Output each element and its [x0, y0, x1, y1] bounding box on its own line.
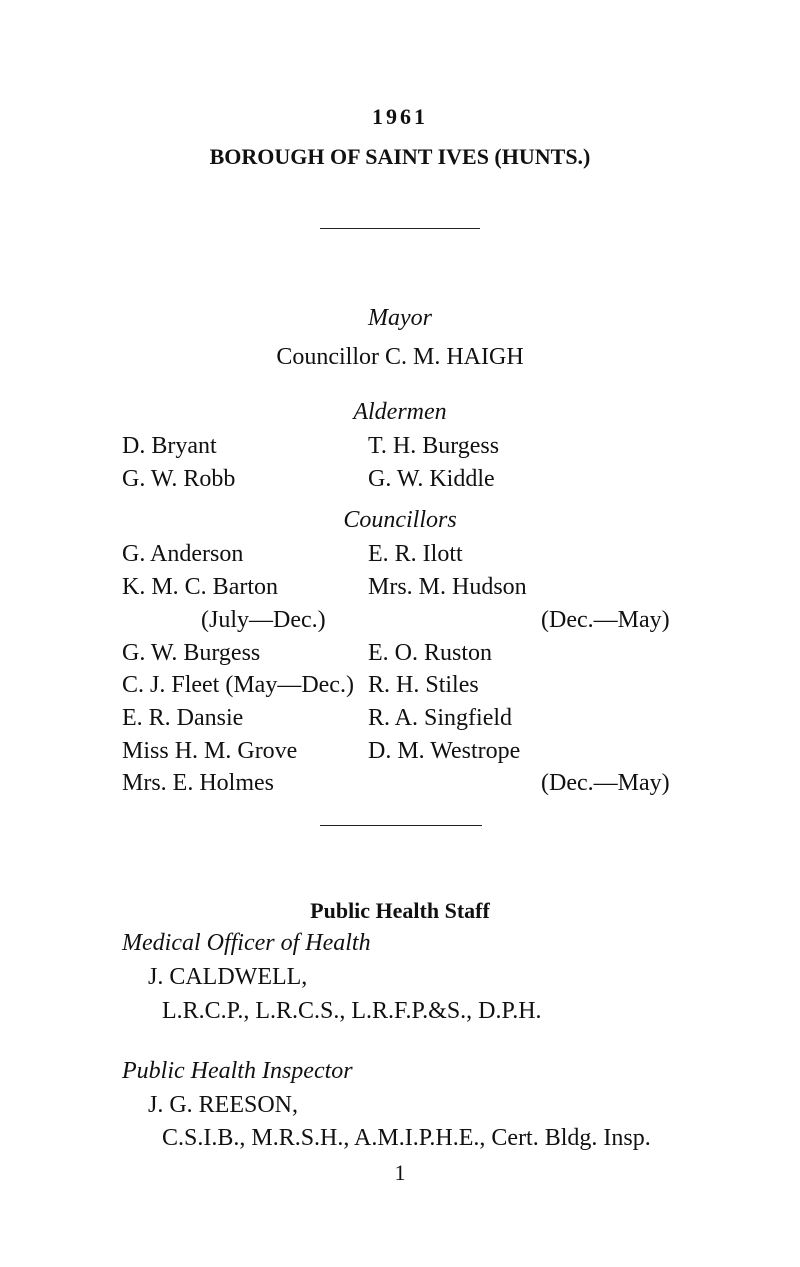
councillor-left-1: G. Anderson — [122, 541, 244, 567]
divider-top — [320, 228, 480, 229]
councillor-left-6: Miss H. M. Grove — [122, 738, 298, 764]
councillor-right-term-1: (Dec.—May) — [541, 607, 670, 633]
councillor-left-7: Mrs. E. Holmes — [122, 770, 274, 796]
councillor-right-5: R. A. Singfield — [368, 705, 513, 731]
alderman-right-1: T. H. Burgess — [368, 433, 500, 459]
phi-role: Public Health Inspector — [122, 1058, 353, 1084]
phi-qualifications: C.S.I.B., M.R.S.H., A.M.I.P.H.E., Cert. Bldg. Insp. — [162, 1125, 651, 1151]
aldermen-heading: Aldermen — [353, 399, 447, 425]
page-number: 1 — [394, 1160, 406, 1185]
moh-role: Medical Officer of Health — [122, 930, 371, 956]
councillor-right-2: Mrs. M. Hudson — [368, 574, 527, 600]
year: 1961 — [372, 104, 428, 129]
councillor-right-4: R. H. Stiles — [368, 672, 479, 698]
mayor-name: Councillor C. M. HAIGH — [276, 344, 524, 370]
moh-qualifications: L.R.C.P., L.R.C.S., L.R.F.P.&S., D.P.H. — [162, 998, 542, 1024]
divider-middle — [320, 825, 482, 826]
staff-heading: Public Health Staff — [310, 898, 490, 923]
councillor-right-term-2: (Dec.—May) — [541, 770, 670, 796]
alderman-left-1: D. Bryant — [122, 433, 217, 459]
moh-name: J. CALDWELL, — [148, 964, 308, 990]
councillor-right-1: E. R. Ilott — [368, 541, 463, 567]
councillor-left-3: G. W. Burgess — [122, 640, 261, 666]
mayor-heading: Mayor — [368, 305, 432, 331]
councillor-right-3: E. O. Ruston — [368, 640, 493, 666]
councillor-left-5: E. R. Dansie — [122, 705, 244, 731]
phi-name: J. G. REESON, — [148, 1092, 299, 1118]
councillor-left-2: K. M. C. Barton — [122, 574, 278, 600]
councillors-heading: Councillors — [343, 507, 457, 533]
councillor-left-term: (July—Dec.) — [201, 607, 326, 633]
document-title: BOROUGH OF SAINT IVES (HUNTS.) — [209, 144, 591, 169]
councillor-right-6: D. M. Westrope — [368, 738, 521, 764]
alderman-right-2: G. W. Kiddle — [368, 466, 495, 492]
councillor-left-4: C. J. Fleet (May—Dec.) — [122, 672, 354, 698]
alderman-left-2: G. W. Robb — [122, 466, 236, 492]
